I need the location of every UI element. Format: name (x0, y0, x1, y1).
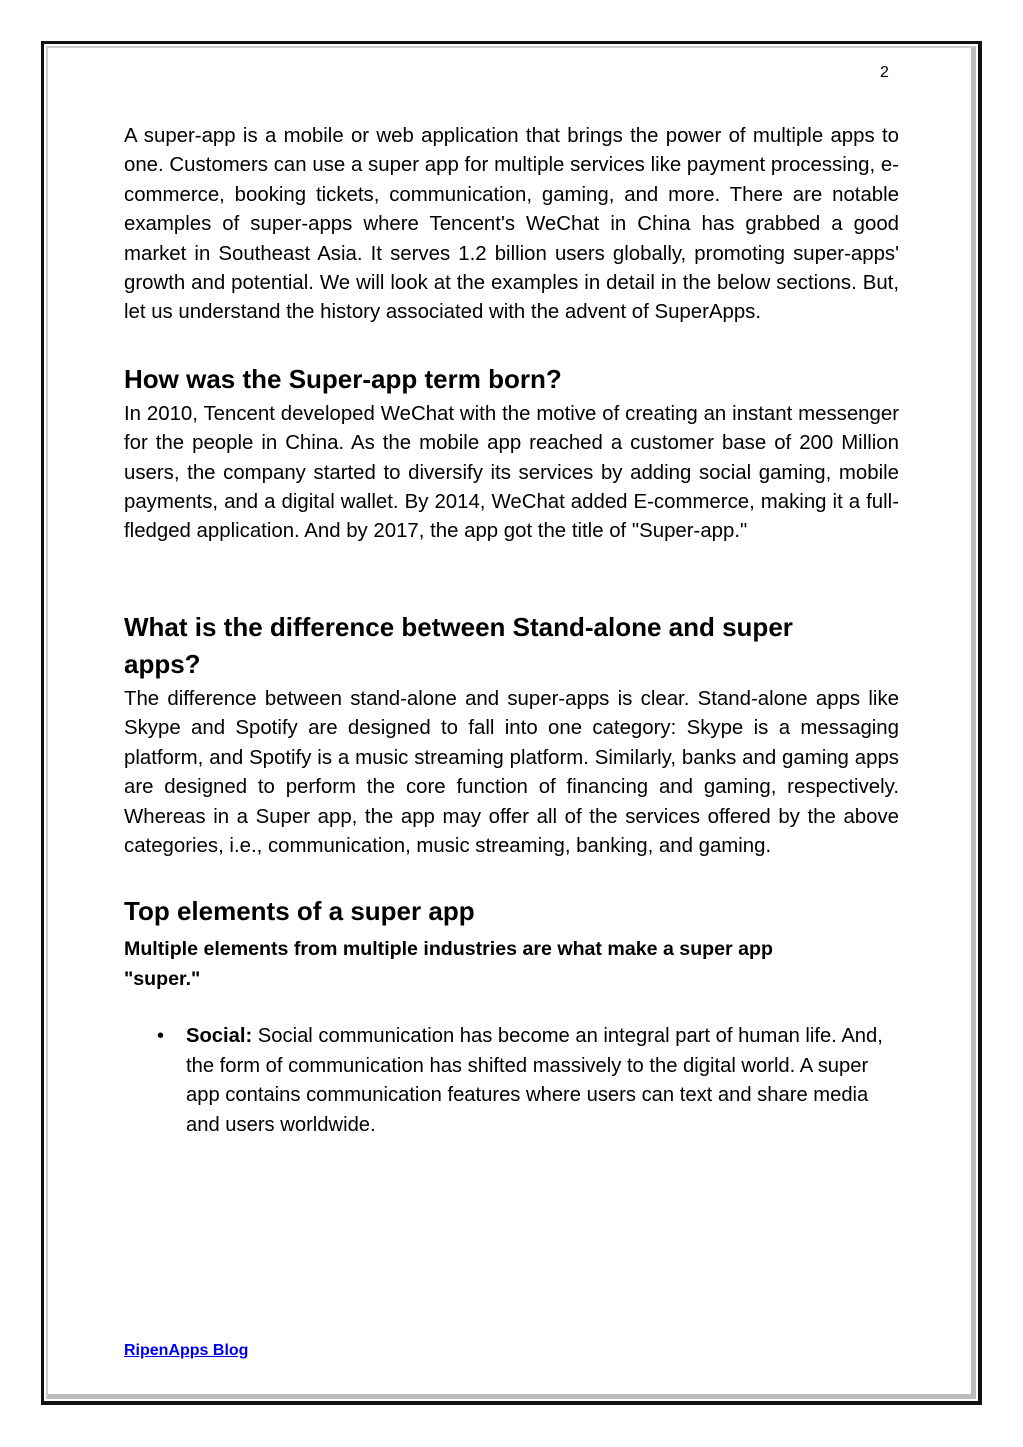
list-item-social (124, 1022, 906, 1140)
bullet-text: Social communication has become an integral part of human life. And, the form of communication has shifted massively to the digital world. A super app contains communication features where users can text and share media and users worldwide. (186, 1025, 883, 1136)
paragraph-standalone-vs-super: The difference between stand-alone and super-apps is clear. Stand-alone apps like Skype and Spotify are designed to fall into one category: Skype is a messaging platform, and Spotify is a music streaming platform. Similarly, banks and gaming apps are designed to perform the core function of financing and gaming, respectively. Whereas in a Super app, the app may offer all of the services offered by the above categories, i.e., communication, music streaming, banking, and gaming. (124, 687, 899, 857)
bullet-icon: • (157, 1025, 165, 1048)
heading-standalone-vs-super: What is the difference between Stand-alone and super apps? (124, 611, 793, 679)
subheading-top-elements: Multiple elements from multiple industries are what make a super app "super." (124, 938, 773, 990)
intro-paragraph: A super-app is a mobile or web application that brings the power of multiple apps to one. Customers can use a super app for multiple services like payment processing, e-commerce, booking tickets, communication, gaming, and more. There are notable examples of super-apps where Tencent's WeChat in China has grabbed a good market in Southeast Asia. It serves 1.2 billion users globally, promoting super-apps' growth and potential. We will look at the examples in detail in the below sections. But, let us understand the history associated with the advent of SuperApps. (124, 125, 899, 324)
page-number: 2 (880, 64, 889, 81)
heading-term-born: How was the Super-app term born? (124, 363, 562, 394)
heading-top-elements: Top elements of a super app (124, 896, 475, 927)
paragraph-term-born: In 2010, Tencent developed WeChat with the motive of creating an instant messenger for the people in China. As the mobile app reached a customer base of 200 Million users, the company started to diversify its services by adding social gaming, mobile payments, and a digital wallet. By 2014, WeChat added E-commerce, making it a full-fledged application. And by 2017, the app got the title of "Super-app." (124, 402, 899, 543)
footer-blog-link[interactable]: RipenApps Blog (124, 1342, 249, 1359)
elements-list (124, 1022, 899, 1140)
bullet-term: Social: (186, 1025, 253, 1048)
document-body (124, 122, 899, 1140)
